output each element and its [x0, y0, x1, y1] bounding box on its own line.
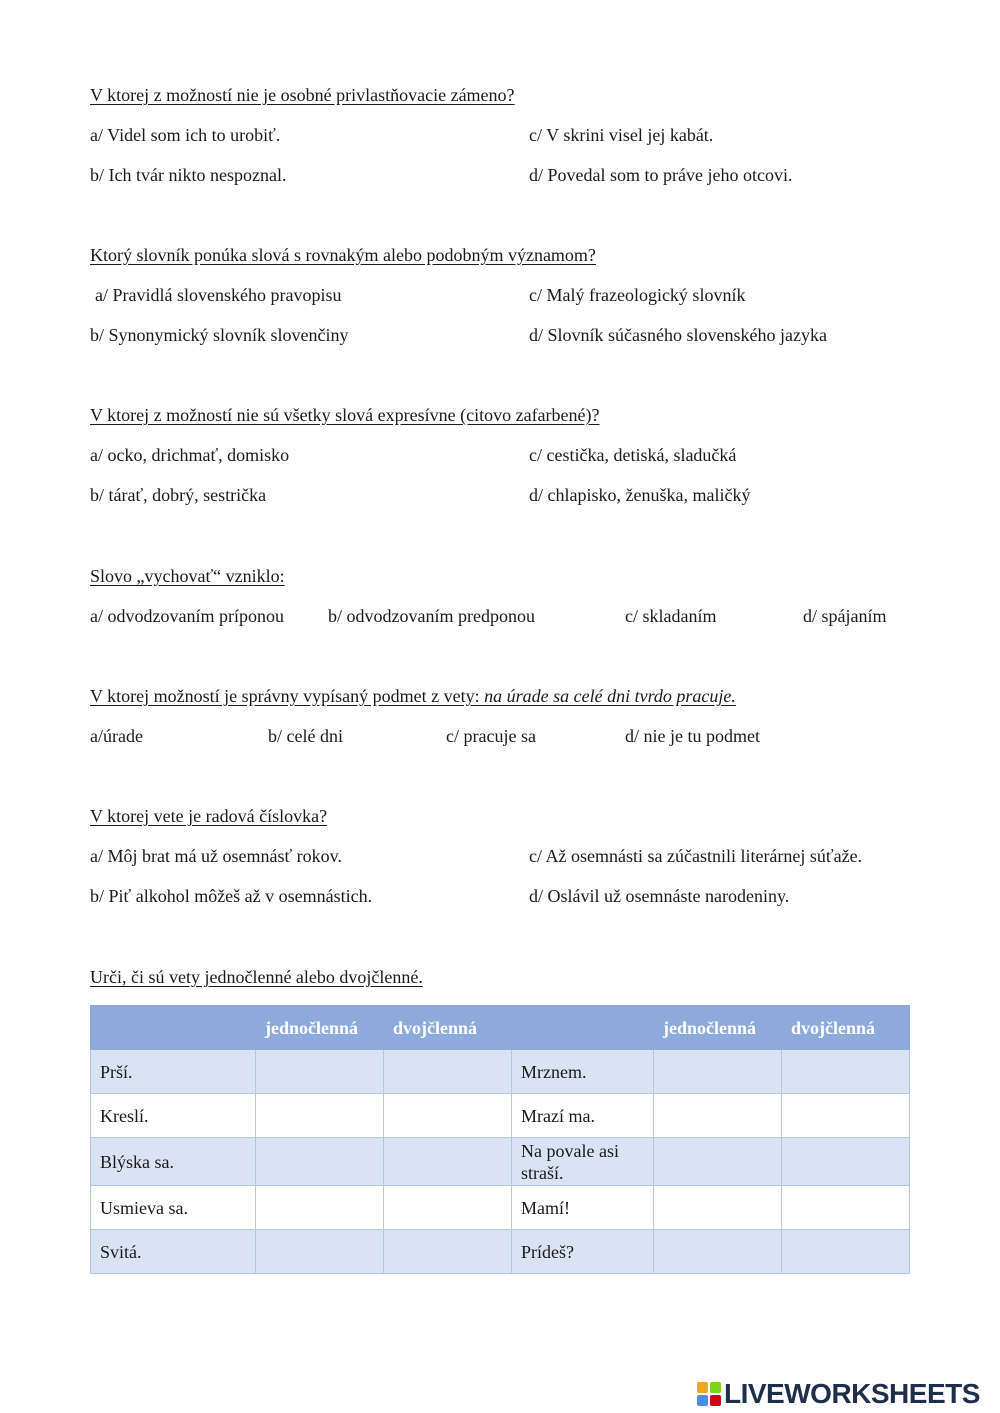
- q1-option-b[interactable]: b/ Ich tvár nikto nespoznal.: [90, 165, 287, 185]
- answer-cell-dvojclenna[interactable]: [384, 1138, 512, 1186]
- answer-cell-dvojclenna[interactable]: [384, 1050, 512, 1094]
- q4-option-d[interactable]: d/ spájaním: [803, 606, 887, 626]
- answer-cell-jednoclenna[interactable]: [256, 1138, 384, 1186]
- sentence-classification-table: [90, 1005, 910, 1274]
- q2-option-b[interactable]: b/ Synonymický slovník slovenčiny: [90, 325, 349, 345]
- sentence-cell: Kreslí.: [91, 1094, 256, 1138]
- q2-option-a[interactable]: a/ Pravidlá slovenského pravopisu: [95, 285, 342, 305]
- header-jednoclenna-right: jednočlenná: [654, 1006, 782, 1050]
- answer-cell-jednoclenna[interactable]: [654, 1138, 782, 1186]
- answer-cell-dvojclenna[interactable]: [384, 1094, 512, 1138]
- table-row: [91, 1230, 910, 1274]
- q5-option-c[interactable]: c/ pracuje sa: [446, 726, 536, 746]
- header-jednoclenna-left: jednočlenná: [256, 1006, 384, 1050]
- q2-option-c[interactable]: c/ Malý frazeologický slovník: [529, 285, 746, 305]
- sentence-cell: Prídeš?: [512, 1230, 654, 1274]
- header-dvojclenna-right: dvojčlenná: [782, 1006, 910, 1050]
- table-row: [91, 1186, 910, 1230]
- liveworksheets-logo-text: LIVEWORKSHEETS: [724, 1378, 980, 1409]
- question-6: V ktorej vete je radová číslovka?: [90, 806, 328, 826]
- answer-cell-jednoclenna[interactable]: [256, 1186, 384, 1230]
- table-row: [91, 1138, 910, 1186]
- q6-option-a[interactable]: a/ Môj brat má už osemnásť rokov.: [90, 846, 342, 866]
- sentence-cell: Mrznem.: [512, 1050, 654, 1094]
- answer-cell-jednoclenna[interactable]: [256, 1050, 384, 1094]
- question-5: [90, 686, 736, 707]
- answer-cell-dvojclenna[interactable]: [782, 1094, 910, 1138]
- header-sentence-right: [512, 1006, 654, 1050]
- liveworksheets-logo-icon: [697, 1382, 721, 1406]
- question-1: V ktorej z možností nie je osobné privlastňovacie zámeno?: [90, 85, 515, 105]
- q4-option-a[interactable]: a/ odvodzovaním príponou: [90, 606, 284, 626]
- liveworksheets-logo: [697, 1378, 980, 1410]
- q6-option-b[interactable]: b/ Piť alkohol môžeš až v osemnástich.: [90, 886, 373, 906]
- sentence-cell: Prší.: [91, 1050, 256, 1094]
- sentence-cell: Blýska sa.: [91, 1138, 256, 1186]
- q3-option-b[interactable]: b/ tárať, dobrý, sestrička: [90, 485, 267, 505]
- answer-cell-jednoclenna[interactable]: [256, 1094, 384, 1138]
- answer-cell-dvojclenna[interactable]: [782, 1230, 910, 1274]
- q2-option-d[interactable]: d/ Slovník súčasného slovenského jazyka: [529, 325, 827, 345]
- q5-option-b[interactable]: b/ celé dni: [268, 726, 343, 746]
- sentence-cell: Mamí!: [512, 1186, 654, 1230]
- q1-option-d[interactable]: d/ Povedal som to práve jeho otcovi.: [529, 165, 793, 185]
- header-sentence-left: [91, 1006, 256, 1050]
- answer-cell-jednoclenna[interactable]: [654, 1230, 782, 1274]
- q1-option-c[interactable]: c/ V skrini visel jej kabát.: [529, 125, 714, 145]
- question-4: Slovo „vychovať“ vzniklo:: [90, 566, 285, 586]
- q5-option-a[interactable]: a/úrade: [90, 726, 143, 746]
- sentence-cell: Svitá.: [91, 1230, 256, 1274]
- q4-option-c[interactable]: c/ skladaním: [625, 606, 717, 626]
- table-header-row: [91, 1006, 910, 1050]
- question-5-sentence: na úrade sa celé dni tvrdo pracuje.: [484, 686, 736, 706]
- header-dvojclenna-left: dvojčlenná: [384, 1006, 512, 1050]
- answer-cell-dvojclenna[interactable]: [782, 1050, 910, 1094]
- question-2: Ktorý slovník ponúka slová s rovnakým alebo podobným významom?: [90, 245, 596, 265]
- answer-cell-jednoclenna[interactable]: [654, 1186, 782, 1230]
- answer-cell-dvojclenna[interactable]: [384, 1230, 512, 1274]
- q3-option-a[interactable]: a/ ocko, drichmať, domisko: [90, 445, 290, 465]
- answer-cell-jednoclenna[interactable]: [256, 1230, 384, 1274]
- answer-cell-jednoclenna[interactable]: [654, 1094, 782, 1138]
- q5-option-d[interactable]: d/ nie je tu podmet: [625, 726, 760, 746]
- question-3: V ktorej z možností nie sú všetky slová expresívne (citovo zafarbené)?: [90, 405, 600, 425]
- answer-cell-dvojclenna[interactable]: [782, 1186, 910, 1230]
- q6-option-c[interactable]: c/ Až osemnásti sa zúčastnili literárnej súťaže.: [529, 846, 863, 866]
- answer-cell-dvojclenna[interactable]: [384, 1186, 512, 1230]
- q4-option-b[interactable]: b/ odvodzovaním predponou: [328, 606, 535, 626]
- question-5-text: V ktorej možností je správny vypísaný podmet z vety:: [90, 686, 485, 706]
- answer-cell-dvojclenna[interactable]: [782, 1138, 910, 1186]
- sentence-cell: Na povale asi straší.: [512, 1138, 654, 1186]
- sentence-cell: Usmieva sa.: [91, 1186, 256, 1230]
- q6-option-d[interactable]: d/ Oslávil už osemnáste narodeniny.: [529, 886, 790, 906]
- table-row: [91, 1050, 910, 1094]
- sentence-cell: Mrazí ma.: [512, 1094, 654, 1138]
- q3-option-d[interactable]: d/ chlapisko, ženuška, maličký: [529, 485, 751, 505]
- table-row: [91, 1094, 910, 1138]
- question-7: Urči, či sú vety jednočlenné alebo dvojčlenné.: [90, 967, 423, 987]
- q3-option-c[interactable]: c/ cestička, detiská, sladučká: [529, 445, 737, 465]
- q1-option-a[interactable]: a/ Videl som ich to urobiť.: [90, 125, 281, 145]
- answer-cell-jednoclenna[interactable]: [654, 1050, 782, 1094]
